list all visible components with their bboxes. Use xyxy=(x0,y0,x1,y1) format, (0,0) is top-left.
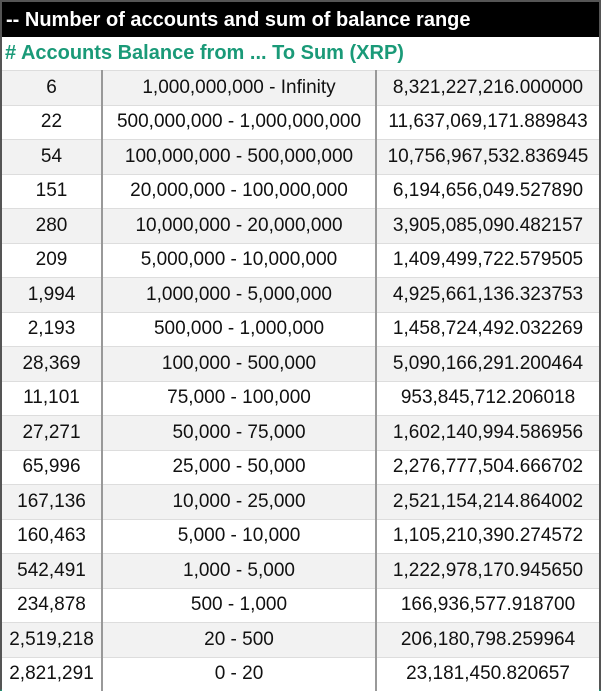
accounts-cell: 234,878 xyxy=(2,588,102,623)
table-row xyxy=(2,381,599,416)
balance-range-cell: 500 - 1,000 xyxy=(102,588,376,623)
table-row xyxy=(2,623,599,658)
table-row xyxy=(2,519,599,554)
sum-cell: 1,409,499,722.579505 xyxy=(376,243,599,278)
accounts-cell: 151 xyxy=(2,174,102,209)
balance-range-cell: 1,000 - 5,000 xyxy=(102,554,376,589)
accounts-cell: 27,271 xyxy=(2,416,102,451)
panel-title: -- Number of accounts and sum of balance range xyxy=(2,0,599,37)
table-row xyxy=(2,588,599,623)
sum-cell: 8,321,227,216.000000 xyxy=(376,71,599,106)
accounts-cell: 22 xyxy=(2,105,102,140)
balance-range-cell: 20 - 500 xyxy=(102,623,376,658)
table-row xyxy=(2,174,599,209)
table-row xyxy=(2,416,599,451)
balance-range-cell: 100,000 - 500,000 xyxy=(102,347,376,382)
balance-range-cell: 1,000,000 - 5,000,000 xyxy=(102,278,376,313)
sum-cell: 953,845,712.206018 xyxy=(376,381,599,416)
accounts-cell: 167,136 xyxy=(2,485,102,520)
balance-range-cell: 75,000 - 100,000 xyxy=(102,381,376,416)
accounts-cell: 28,369 xyxy=(2,347,102,382)
balance-range-cell: 10,000,000 - 20,000,000 xyxy=(102,209,376,244)
sum-cell: 5,090,166,291.200464 xyxy=(376,347,599,382)
balance-range-cell: 1,000,000,000 - Infinity xyxy=(102,71,376,106)
balance-range-table xyxy=(2,70,599,691)
accounts-cell: 6 xyxy=(2,71,102,106)
accounts-cell: 160,463 xyxy=(2,519,102,554)
accounts-cell: 2,519,218 xyxy=(2,623,102,658)
sum-cell: 10,756,967,532.836945 xyxy=(376,140,599,175)
balance-range-cell: 500,000,000 - 1,000,000,000 xyxy=(102,105,376,140)
sum-cell: 206,180,798.259964 xyxy=(376,623,599,658)
accounts-cell: 2,821,291 xyxy=(2,657,102,691)
sum-cell: 6,194,656,049.527890 xyxy=(376,174,599,209)
accounts-cell: 280 xyxy=(2,209,102,244)
table-header: # Accounts Balance from ... To Sum (XRP) xyxy=(5,42,404,64)
sum-cell: 166,936,577.918700 xyxy=(376,588,599,623)
balance-range-cell: 20,000,000 - 100,000,000 xyxy=(102,174,376,209)
table-row xyxy=(2,140,599,175)
balance-range-cell: 0 - 20 xyxy=(102,657,376,691)
balance-range-cell: 10,000 - 25,000 xyxy=(102,485,376,520)
balance-range-cell: 500,000 - 1,000,000 xyxy=(102,312,376,347)
table-row xyxy=(2,554,599,589)
table-row xyxy=(2,450,599,485)
accounts-cell: 2,193 xyxy=(2,312,102,347)
table-row xyxy=(2,657,599,691)
sum-cell: 3,905,085,090.482157 xyxy=(376,209,599,244)
table-row xyxy=(2,71,599,106)
balance-range-cell: 5,000,000 - 10,000,000 xyxy=(102,243,376,278)
sum-cell: 23,181,450.820657 xyxy=(376,657,599,691)
sum-cell: 1,458,724,492.032269 xyxy=(376,312,599,347)
accounts-cell: 54 xyxy=(2,140,102,175)
sum-cell: 4,925,661,136.323753 xyxy=(376,278,599,313)
accounts-cell: 11,101 xyxy=(2,381,102,416)
table-row xyxy=(2,209,599,244)
accounts-cell: 1,994 xyxy=(2,278,102,313)
sum-cell: 11,637,069,171.889843 xyxy=(376,105,599,140)
table-row xyxy=(2,485,599,520)
balance-range-cell: 50,000 - 75,000 xyxy=(102,416,376,451)
balance-range-cell: 100,000,000 - 500,000,000 xyxy=(102,140,376,175)
balance-range-cell: 5,000 - 10,000 xyxy=(102,519,376,554)
sum-cell: 1,222,978,170.945650 xyxy=(376,554,599,589)
accounts-cell: 209 xyxy=(2,243,102,278)
balance-range-cell: 25,000 - 50,000 xyxy=(102,450,376,485)
table-row xyxy=(2,278,599,313)
sum-cell: 2,276,777,504.666702 xyxy=(376,450,599,485)
sum-cell: 2,521,154,214.864002 xyxy=(376,485,599,520)
table-row xyxy=(2,105,599,140)
table-row xyxy=(2,312,599,347)
table-row xyxy=(2,347,599,382)
accounts-cell: 65,996 xyxy=(2,450,102,485)
table-row xyxy=(2,243,599,278)
sum-cell: 1,602,140,994.586956 xyxy=(376,416,599,451)
sum-cell: 1,105,210,390.274572 xyxy=(376,519,599,554)
accounts-cell: 542,491 xyxy=(2,554,102,589)
